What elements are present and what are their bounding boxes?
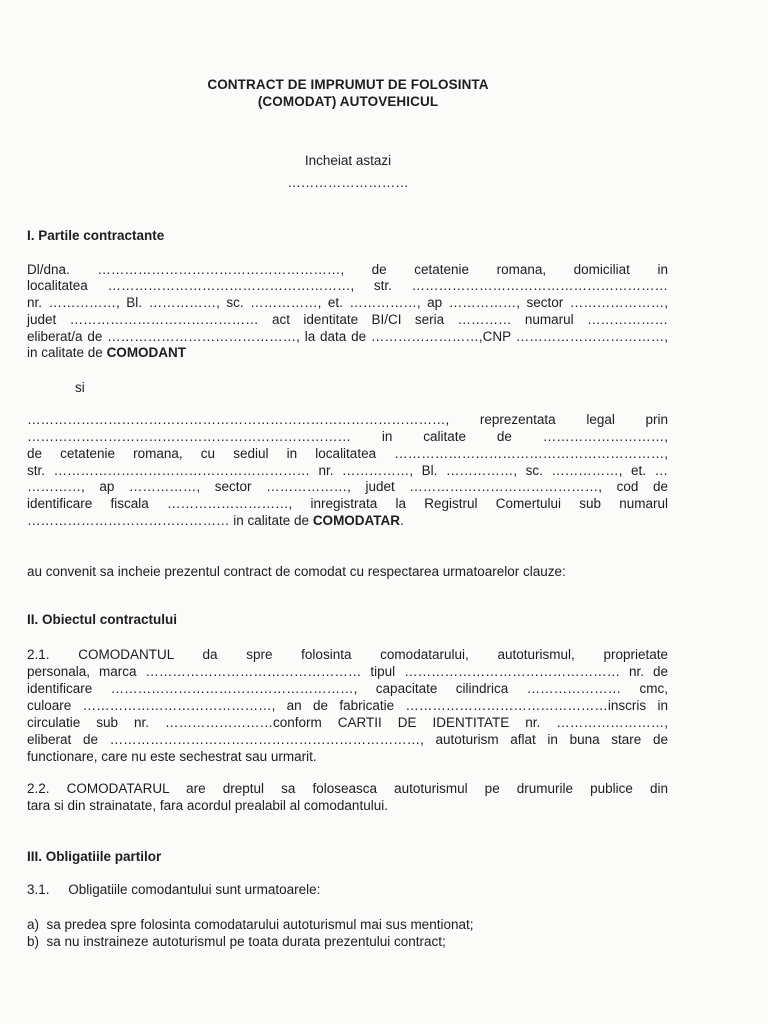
comodant-line: localitatea ………………………………………………, str. ………………………………………………… bbox=[27, 278, 668, 293]
role-prefix: ……………………………………… in calitate de bbox=[27, 513, 313, 528]
list-item: b) sa nu instraineze autoturismul pe toata durata prezentului contract; bbox=[27, 934, 446, 949]
clause-3-1: 3.1. Obligatiile comodantului sunt urmatoarele: bbox=[27, 882, 321, 897]
comodatar-line: str. ………………………………………………… nr. ……………, Bl. ……………, sc. ……………, et. … bbox=[27, 463, 668, 478]
conjunction-si: si bbox=[75, 380, 85, 395]
comodatar-line: …………, ap ……………, sector ………………, judet ……………………………………, cod de bbox=[27, 479, 668, 494]
role-suffix: . bbox=[400, 513, 404, 528]
clause-2-1-line: circulatie sub nr. ……………………conform CARTII DE IDENTITATE nr. ……………………, bbox=[27, 715, 668, 730]
agreement-text: au convenit sa incheie prezentul contract de comodat cu respectarea urmatoarelor clauze: bbox=[27, 564, 566, 579]
comodant-line: eliberat/a de ……………………………………, la data de ……………………,CNP ……………………………, bbox=[27, 329, 668, 344]
document-subtitle: (COMODAT) AUTOVEHICUL bbox=[257, 94, 439, 109]
clause-2-2-line: tara si din strainatate, fara acordul prealabil al comodantului. bbox=[27, 798, 388, 813]
clause-2-1-line: identificare ………………………………………………, capacitate cilindrica ………………… cmc, bbox=[27, 681, 668, 696]
clause-2-1-line: eliberat de ……………………………………………………………, autoturism aflat in buna stare de bbox=[27, 732, 668, 747]
clause-2-1-line: culoare ……………………………………, an de fabricatie ………………………………………inscris in bbox=[27, 698, 668, 713]
comodatar-line: …………………………………………………………………………………, reprezentata legal prin bbox=[27, 412, 668, 427]
comodatar-line: de cetatenie romana, cu sediul in localitatea ……………………………………………………, bbox=[27, 446, 668, 461]
role-prefix: in calitate de bbox=[27, 345, 107, 360]
comodant-role-line bbox=[27, 345, 668, 361]
section-heading-obligations: III. Obligatiile partilor bbox=[27, 849, 162, 864]
comodatar-line: ……………………………………………………………… in calitate de ………………………, bbox=[27, 429, 668, 444]
section-heading-parties: I. Partile contractante bbox=[27, 228, 165, 243]
comodatar-role: COMODATAR bbox=[312, 513, 401, 528]
clause-2-1-line: 2.1. COMODANTUL da spre folosinta comodatarului, autoturismul, proprietate bbox=[27, 647, 668, 662]
comodant-line: judet …………………………………… act identitate BI/CI seria ………… numarul ……………… bbox=[27, 312, 668, 327]
concluded-label: Incheiat astazi bbox=[304, 153, 392, 168]
comodant-line: Dl/dna. ………………………………………………, de cetatenie romana, domiciliat in bbox=[27, 262, 668, 277]
list-item: a) sa predea spre folosinta comodatarului autoturismul mai sus mentionat; bbox=[27, 917, 474, 932]
concluded-date: ……………………… bbox=[287, 175, 409, 190]
section-heading-object: II. Obiectul contractului bbox=[27, 612, 178, 627]
comodant-role: COMODANT bbox=[106, 345, 187, 360]
comodatar-role-line bbox=[27, 513, 668, 529]
clause-2-1-line: functionare, care nu este sechestrat sau urmarit. bbox=[27, 749, 317, 764]
clause-2-1-line: personala, marca ………………………………………… tipul ………………………………………… nr. de bbox=[27, 664, 668, 679]
comodatar-line: identificare fiscala ………………………, inregistrata la Registrul Comertului sub numarul bbox=[27, 496, 668, 511]
document-title: CONTRACT DE IMPRUMUT DE FOLOSINTA bbox=[207, 77, 489, 92]
comodant-line: nr. ……………, Bl. ……………, sc. ……………, et. ……………, ap ……………, sector …………………, bbox=[27, 295, 668, 310]
clause-2-2-line: 2.2. COMODATARUL are dreptul sa foloseasca autoturismul pe drumurile publice din bbox=[27, 781, 668, 796]
